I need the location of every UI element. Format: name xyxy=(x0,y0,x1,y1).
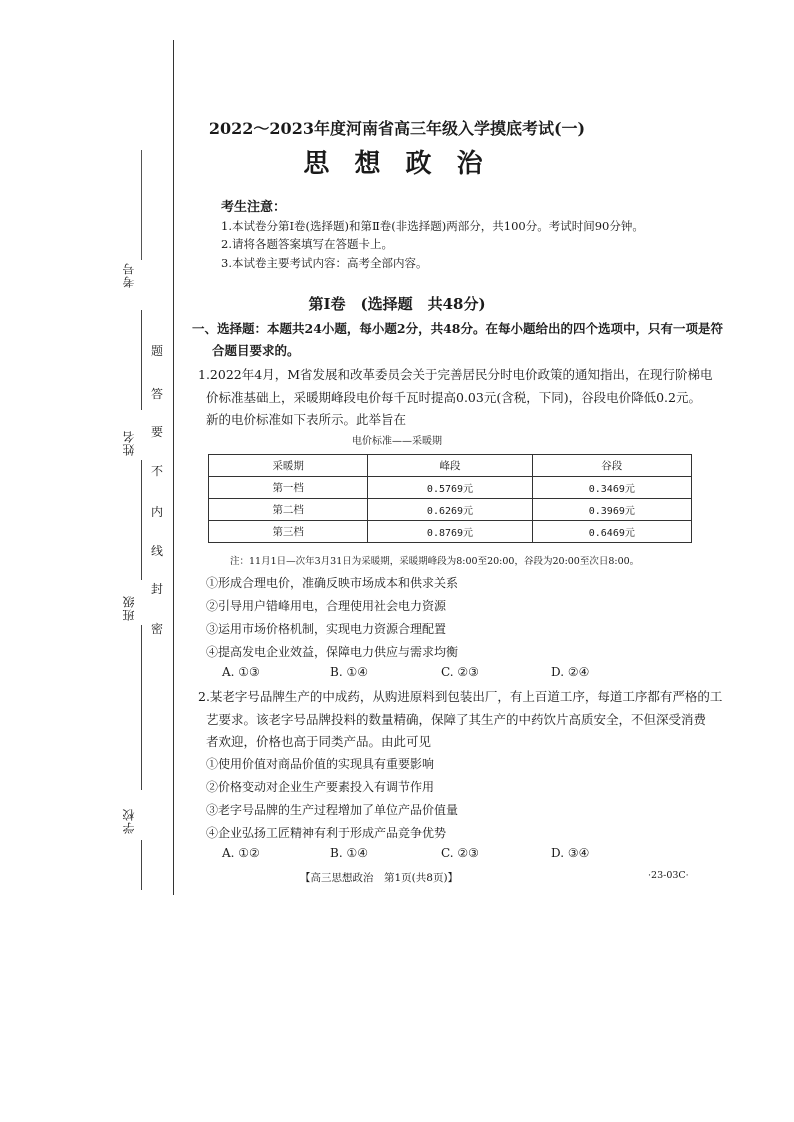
seal-char: 线 xyxy=(151,544,164,558)
table-cell: 第二档 xyxy=(209,499,368,521)
seal-char: 内 xyxy=(151,505,164,519)
table-header: 谷段 xyxy=(532,455,691,477)
table-cell: 0.5769元 xyxy=(368,477,532,499)
exam-number-blank[interactable] xyxy=(141,310,142,410)
table-cell: 0.6269元 xyxy=(368,499,532,521)
table-header: 峰段 xyxy=(368,455,532,477)
question-1-option: ③运用市场价格机制，实现电力资源合理配置 xyxy=(206,622,447,636)
question-1-option: ①形成合理电价，准确反映市场成本和供求关系 xyxy=(206,576,459,590)
question-2-choice-c[interactable]: C. ②③ xyxy=(441,846,479,860)
question-2-stem: 者欢迎，价格也高于同类产品。由此可见 xyxy=(206,734,432,749)
question-1-stem: 1.2022年4月，M省发展和改革委员会关于完善居民分时电价政策的通知指出，在现行阶梯电 xyxy=(198,367,713,382)
table-header: 采暖期 xyxy=(209,455,368,477)
question-1-choice-a[interactable]: A. ①③ xyxy=(222,665,260,679)
table-header-row xyxy=(209,455,692,477)
seal-char: 封 xyxy=(151,582,164,596)
notice-item: 3.本试卷主要考试内容：高考全部内容。 xyxy=(221,256,428,270)
class-blank[interactable] xyxy=(141,625,142,790)
name-blank[interactable] xyxy=(141,460,142,580)
section-instruction: 一、选择题：本题共24小题，每小题2分，共48分。在每小题给出的四个选项中，只有一项是符 xyxy=(192,321,723,336)
seal-char: 密 xyxy=(151,622,164,636)
question-2-option: ①使用价值对商品价值的实现具有重要影响 xyxy=(206,757,435,771)
table-cell: 0.8769元 xyxy=(368,521,532,543)
name-label: 姓名 xyxy=(122,430,136,456)
seal-char: 题 xyxy=(151,344,164,358)
table-cell: 0.3469元 xyxy=(532,477,691,499)
question-1-choice-c[interactable]: C. ②③ xyxy=(441,665,479,679)
question-1-option: ②引导用户错峰用电，合理使用社会电力资源 xyxy=(206,599,447,613)
table-row xyxy=(209,521,692,543)
section-instruction: 合题目要求的。 xyxy=(212,343,300,358)
question-2-option: ②价格变动对企业生产要素投入有调节作用 xyxy=(206,780,435,794)
table-cell: 第一档 xyxy=(209,477,368,499)
question-1-stem: 新的电价标准如下表所示。此举旨在 xyxy=(206,412,407,427)
question-2-choice-a[interactable]: A. ①② xyxy=(222,846,260,860)
page-footer: 【高三思想政治 第1页(共8页)】 xyxy=(300,872,459,884)
table-caption: 电价标准——采暖期 xyxy=(352,436,442,447)
seal-char: 不 xyxy=(151,464,164,478)
table-row xyxy=(209,477,692,499)
question-2-option: ③老字号品牌的生产过程增加了单位产品价值量 xyxy=(206,803,459,817)
exam-title: 2022～2023年度河南省高三年级入学摸底考试(一) xyxy=(208,119,586,138)
question-1-option: ④提高发电企业效益，保障电力供应与需求均衡 xyxy=(206,645,459,659)
table-cell: 0.6469元 xyxy=(532,521,691,543)
question-1-stem: 价标准基础上，采暖期峰段电价每千瓦时提高0.03元(含税，下同)，谷段电价降低0.2元。 xyxy=(206,390,701,405)
seal-char: 答 xyxy=(151,387,164,401)
table-cell: 0.3969元 xyxy=(532,499,691,521)
question-2-stem: 艺要求。该老字号品牌投料的数量精确，保障了其生产的中药饮片高质安全，不但深受消费 xyxy=(206,712,707,727)
paper-code: ·23-03C· xyxy=(648,870,689,881)
question-2-stem: 2.某老字号品牌生产的中成药，从购进原料到包装出厂，有上百道工序，每道工序都有严格的工 xyxy=(198,689,723,704)
question-1-choice-b[interactable]: B. ①④ xyxy=(330,665,368,679)
question-2-choice-d[interactable]: D. ③④ xyxy=(551,846,590,860)
question-1-choice-d[interactable]: D. ②④ xyxy=(551,665,590,679)
seal-char: 要 xyxy=(151,425,164,439)
section-heading: 第Ⅰ卷 (选择题 共48分) xyxy=(308,295,486,313)
table-row xyxy=(209,499,692,521)
notice-item: 1.本试卷分第Ⅰ卷(选择题)和第Ⅱ卷(非选择题)两部分，共100分。考试时间90分钟。 xyxy=(221,219,644,233)
table-cell: 第三档 xyxy=(209,521,368,543)
notice-item: 2.请将各题答案填写在答题卡上。 xyxy=(221,237,393,251)
table-note: 注：11月1日—次年3月31日为采暖期，采暖期峰段为8:00至20:00，谷段为20:00至次日8:00。 xyxy=(230,556,640,567)
price-table xyxy=(208,454,692,543)
exam-number-label: 考号 xyxy=(122,262,136,288)
notice-heading: 考生注意： xyxy=(221,200,287,215)
question-2-choice-b[interactable]: B. ①④ xyxy=(330,846,368,860)
class-label: 班级 xyxy=(122,595,136,621)
subject-title: 思 想 政 治 xyxy=(303,149,491,179)
school-blank[interactable] xyxy=(141,840,142,890)
school-label: 学校 xyxy=(122,808,136,834)
question-2-option: ④企业弘扬工匠精神有利于形成产品竞争优势 xyxy=(206,826,447,840)
